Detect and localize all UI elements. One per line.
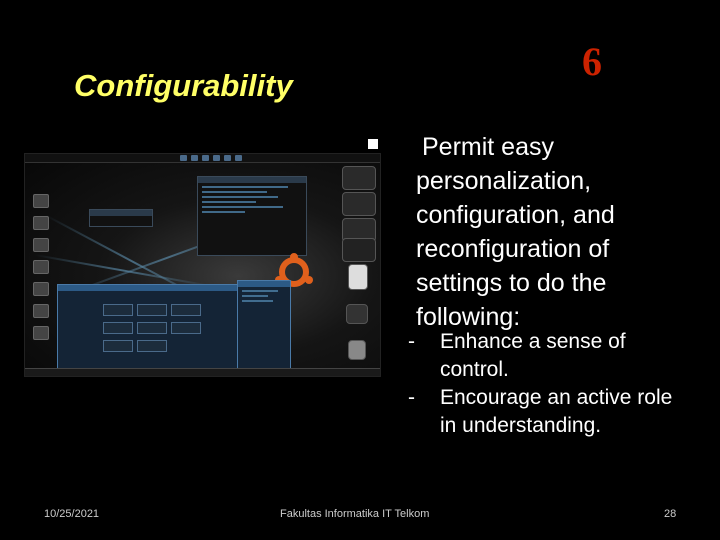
bullet-line: settings to do the [416,269,607,297]
slide-number: 6 [582,39,602,84]
terminal-text-line [202,191,267,193]
folder-icon [137,322,167,334]
desktop-icon [33,194,49,208]
folder-icon [137,340,167,352]
terminal-text-line [202,201,256,203]
panel-app-icon [180,155,187,161]
trash-icon [348,340,366,360]
terminal-text-line [202,206,283,208]
terminal-text-line [202,211,245,213]
ubuntu-logo-dot [305,276,313,284]
panel-app-icon [224,155,231,161]
desktop-icon [33,304,49,318]
widget-panel [342,166,376,190]
sub-bullet-text: Enhance a sense of control. [440,330,626,381]
desktop-icon [33,282,49,296]
folder-icon [103,340,133,352]
ubuntu-logo-dot [290,253,298,261]
desktop-icon [33,260,49,274]
sub-bullet [408,384,688,440]
desktop-icon [33,238,49,252]
slide-title: Configurability [74,68,293,103]
bullet-line: configuration, and [416,201,615,229]
bullet-line: personalization, [416,167,592,195]
settings-text-line [242,290,278,292]
folder-icon [171,322,201,334]
folder-icon [171,304,201,316]
terminal-text-line [202,196,278,198]
folder-icon [137,304,167,316]
screenshot-bottom-panel [25,368,380,376]
terminal-window [197,176,307,256]
bullet-line: following: [416,303,521,331]
desktop-icon [33,326,49,340]
window-titlebar [238,281,290,287]
widget-panel [342,238,376,262]
screenshot-top-panel [25,154,380,163]
desktop-icon [33,216,49,230]
footer-date: 10/25/2021 [44,508,100,520]
panel-app-icon [213,155,220,161]
sub-bullet-dash: - [408,386,415,409]
panel-app-icon [235,155,242,161]
settings-text-line [242,295,268,297]
window-titlebar [58,285,238,291]
panel-app-icon [191,155,198,161]
footer-organization: Fakultas Informatika IT Telkom [280,508,430,520]
bullet-text [416,130,666,334]
home-icon [346,304,368,324]
bullet-square-icon [368,139,378,149]
document-icon [348,264,368,290]
sub-bullet-dash: - [408,330,415,353]
sub-bullet-text: Encourage an active role in understanding. [440,386,673,437]
footer-page-number: 28 [664,508,677,520]
desktop-screenshot [24,153,381,377]
sub-bullet [408,328,688,384]
bullet-line: Permit easy [422,133,554,161]
settings-window [237,280,291,372]
window-titlebar [90,210,152,216]
terminal-text-line [202,186,288,188]
folder-icon [103,322,133,334]
media-player-window [89,209,153,227]
bullet-line: reconfiguration of [416,235,610,263]
folder-icon [103,304,133,316]
panel-app-icon [202,155,209,161]
window-titlebar [198,177,306,183]
wallpaper-light-streak [35,254,213,287]
settings-text-line [242,300,273,302]
widget-panel [342,192,376,216]
